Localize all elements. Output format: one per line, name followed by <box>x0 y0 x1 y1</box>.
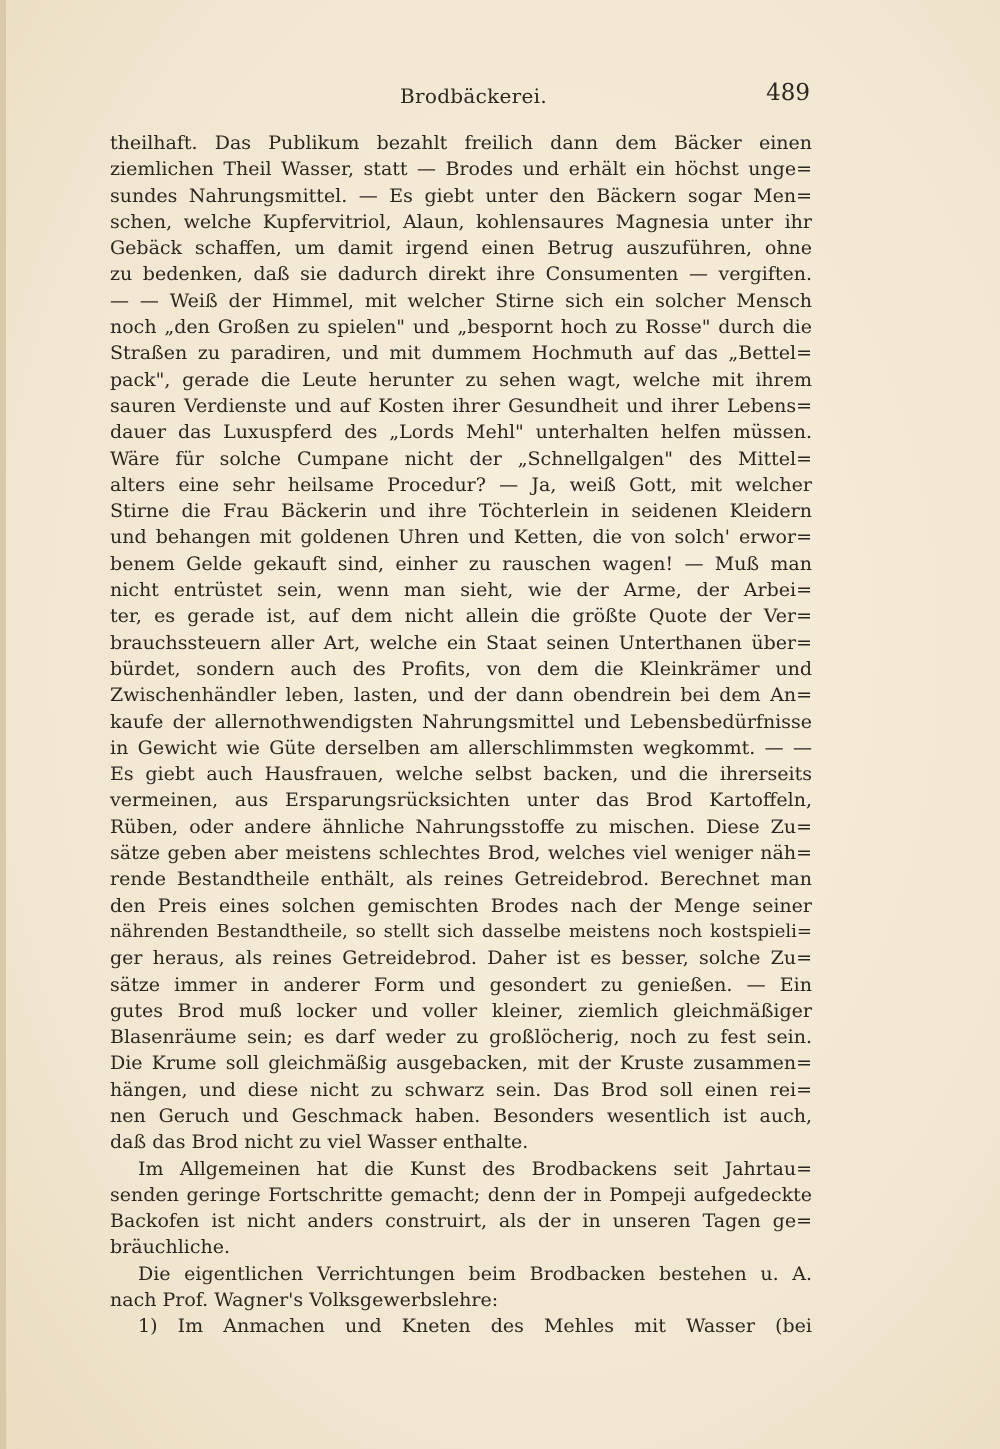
text-line: nährenden Bestandtheile, so stellt sich dasselbe meistens noch kostspieli= <box>110 920 812 942</box>
text-line: daß das Brod nicht zu viel Wasser enthalte. <box>110 1131 529 1154</box>
page-edge <box>0 0 6 1449</box>
text-line: Straßen zu paradiren, und mit dummem Hochmuth auf das „Bettel= <box>110 342 812 365</box>
text-line: — — Weiß der Himmel, mit welcher Stirne sich ein solcher Mensch <box>110 289 812 312</box>
text-line: 1) Im Anmachen und Kneten des Mehles mit Wasser (bei <box>138 1315 812 1338</box>
text-line: senden geringe Fortschritte gemacht; denn der in Pompeji aufgedeckte <box>110 1183 812 1206</box>
text-line: sauren Verdienste und auf Kosten ihrer Gesundheit und ihrer Lebens= <box>110 394 812 417</box>
text-line: kaufe der allernothwendigsten Nahrungsmittel und Lebensbedürfnisse <box>110 710 812 733</box>
text-line: Stirne die Frau Bäckerin und ihre Töchterlein in seidenen Kleidern <box>110 500 812 523</box>
text-line: Backofen ist nicht anders construirt, als der in unseren Tagen ge= <box>110 1210 812 1233</box>
text-line: den Preis eines solchen gemischten Brodes nach der Menge seiner <box>110 894 812 917</box>
text-line: Blasenräume sein; es darf weder zu großlöcherig, noch zu fest sein. <box>110 1026 812 1049</box>
text-line: brauchssteuern aller Art, welche ein Staat seinen Unterthanen über= <box>110 631 812 654</box>
text-line: theilhaft. Das Publikum bezahlt freilich dann dem Bäcker einen <box>110 132 812 154</box>
text-line: nicht entrüstet sein, wenn man sieht, wie der Arme, der Arbei= <box>110 579 812 602</box>
text-line: schen, welche Kupfervitriol, Alaun, kohlensaures Magnesia unter ihr <box>110 210 812 233</box>
text-line: Rüben, oder andere ähnliche Nahrungsstoffe zu mischen. Diese Zu= <box>110 815 812 838</box>
text-line: hängen, und diese nicht zu schwarz sein. Das Brod soll einen rei= <box>110 1078 812 1101</box>
text-line: Die Krume soll gleichmäßig ausgebacken, mit der Kruste zusammen= <box>110 1052 812 1075</box>
text-line: und behangen mit goldenen Uhren und Ketten, die von solch' erwor= <box>110 526 812 549</box>
text-line: sätze geben aber meistens schlechtes Brod, welches viel weniger näh= <box>110 842 812 865</box>
text-line: bürdet, sondern auch des Profits, von dem die Kleinkrämer und <box>110 657 812 680</box>
text-line: rende Bestandtheile enthält, als reines Getreidebrod. Berechnet man <box>110 868 812 891</box>
text-line: in Gewicht wie Güte derselben am allerschlimmsten wegkommt. — — <box>110 736 812 759</box>
text-line: ter, es gerade ist, auf dem nicht allein die größte Quote der Ver= <box>110 605 812 628</box>
text-line: bräuchliche. <box>110 1236 231 1259</box>
text-line: ziemlichen Theil Wasser, statt — Brodes und erhält ein höchst unge= <box>110 158 812 181</box>
text-line: nach Prof. Wagner's Volksgewerbslehre: <box>110 1289 499 1312</box>
text-line: Gebäck schaffen, um damit irgend einen Betrug auszuführen, ohne <box>110 237 812 260</box>
text-line: ger heraus, als reines Getreidebrod. Daher ist es besser, solche Zu= <box>110 947 812 970</box>
text-line: dauer das Luxuspferd des „Lords Mehl" unterhalten helfen müssen. <box>110 421 812 444</box>
text-line: sätze immer in anderer Form und gesondert zu genießen. — Ein <box>110 973 812 996</box>
text-line: Wäre für solche Cumpane nicht der „Schnellgalgen" des Mittel= <box>110 447 812 470</box>
text-line: sundes Nahrungsmittel. — Es giebt unter den Bäckern sogar Men= <box>110 184 812 207</box>
text-line: vermeinen, aus Ersparungsrücksichten unter das Brod Kartoffeln, <box>110 789 812 812</box>
text-line: pack", gerade die Leute herunter zu sehen wagt, welche mit ihrem <box>110 368 812 391</box>
text-line: alters eine sehr heilsame Procedur? — Ja, weiß Gott, mit welcher <box>110 473 812 496</box>
text-line: Im Allgemeinen hat die Kunst des Brodbackens seit Jahrtau= <box>138 1157 812 1180</box>
text-line: Es giebt auch Hausfrauen, welche selbst backen, und die ihrerseits <box>110 763 812 786</box>
text-line: Zwischenhändler leben, lasten, und der dann obendrein bei dem An= <box>110 684 812 707</box>
text-line: zu bedenken, daß sie dadurch direkt ihre Consumenten — vergiften. <box>110 263 812 286</box>
text-line: Die eigentlichen Verrichtungen beim Brodbacken bestehen u. A. <box>138 1262 812 1285</box>
running-title: Brodbäckerei. <box>400 84 548 108</box>
running-head <box>100 80 810 112</box>
body-text <box>110 130 812 1340</box>
text-line: nen Geruch und Geschmack haben. Besonders wesentlich ist auch, <box>110 1104 812 1127</box>
text-line: benem Gelde gekauft sind, einher zu rauschen wagen! — Muß man <box>110 552 812 575</box>
page-number: 489 <box>766 80 810 106</box>
text-line: noch „den Großen zu spielen" und „bespornt hoch zu Rosse" durch die <box>110 316 812 339</box>
text-line: gutes Brod muß locker und voller kleiner, ziemlich gleichmäßiger <box>110 999 812 1022</box>
